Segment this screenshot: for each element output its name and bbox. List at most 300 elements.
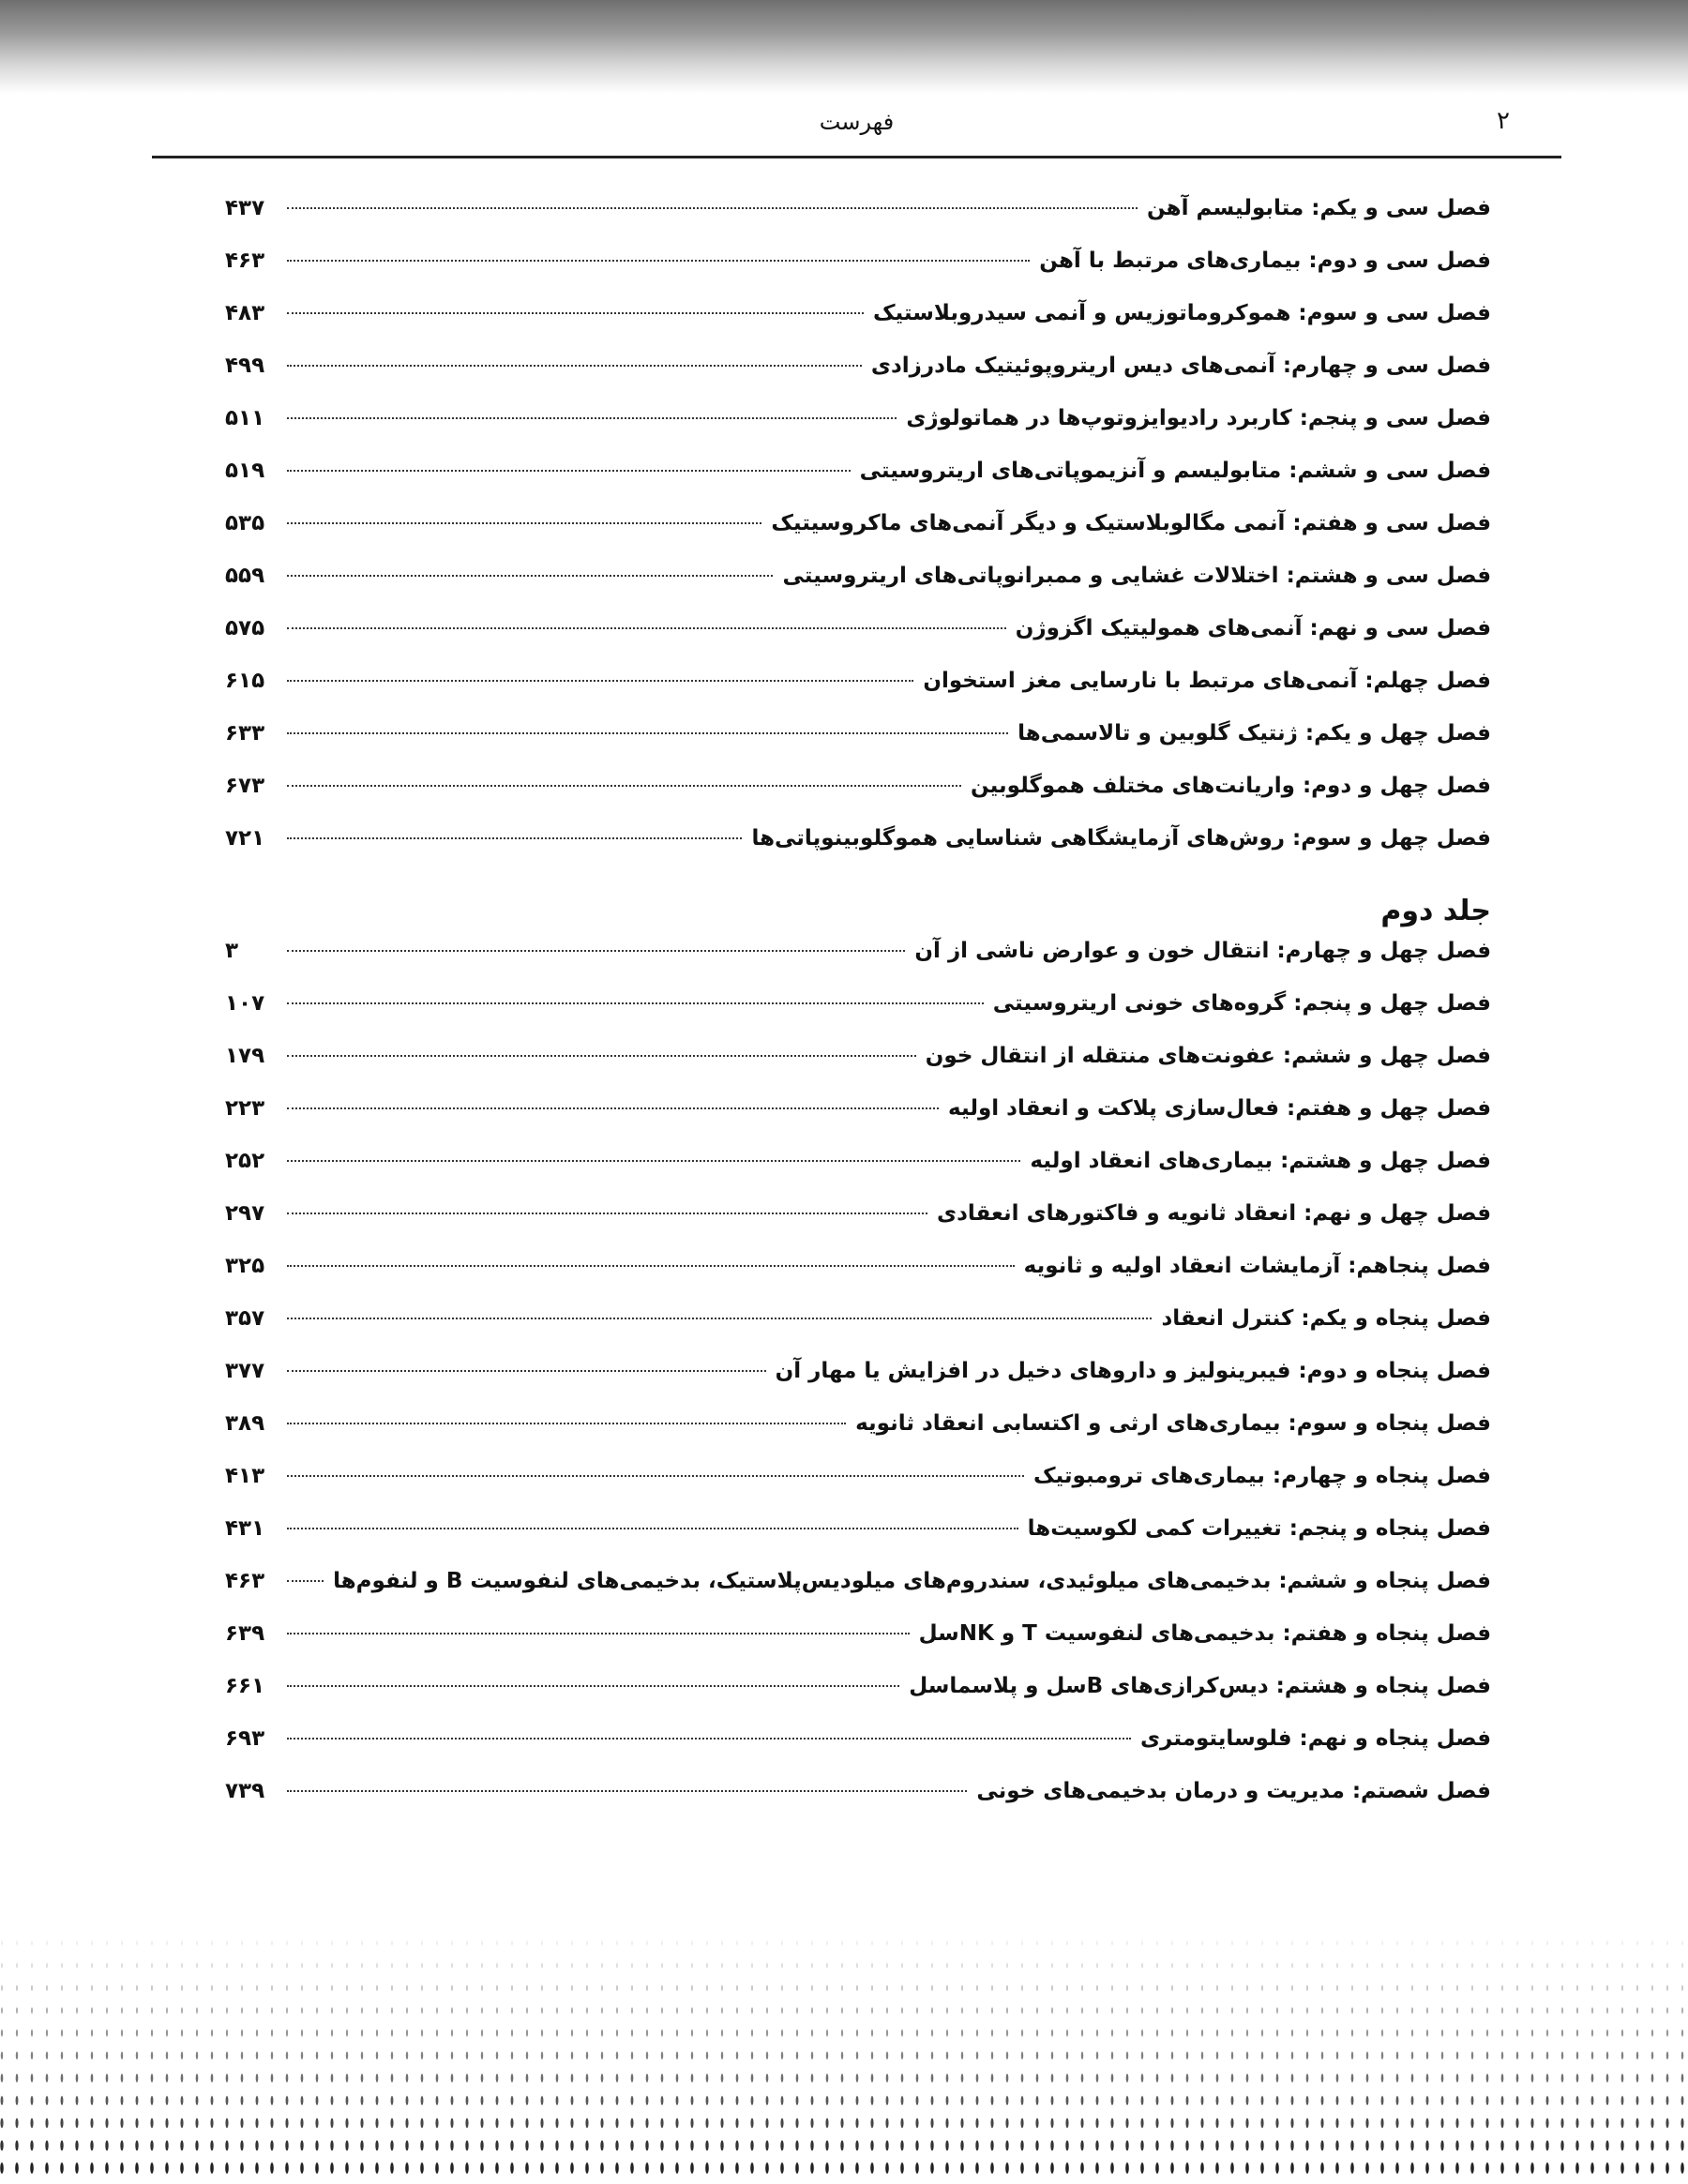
pattern-dot — [1575, 2162, 1579, 2174]
pattern-dot — [346, 2073, 349, 2082]
pattern-dot — [31, 1941, 32, 1946]
pattern-dot — [1681, 2052, 1683, 2060]
pattern-dot — [856, 2073, 859, 2082]
toc-entry[interactable] — [225, 406, 1491, 459]
pattern-dot — [496, 1941, 497, 1946]
pattern-dot — [690, 2162, 694, 2174]
pattern-dot — [196, 1985, 198, 1991]
pattern-dot — [136, 1985, 138, 1991]
pattern-dot — [1546, 1963, 1547, 1968]
toc-entry[interactable] — [225, 826, 1491, 879]
pattern-dot — [1, 2073, 4, 2082]
pattern-dot — [46, 1963, 47, 1968]
pattern-dot — [721, 1985, 723, 1991]
volume2-heading: جلد دوم — [1380, 895, 1491, 927]
pattern-dot — [1666, 1985, 1668, 1991]
pattern-dot — [1650, 2118, 1653, 2129]
pattern-dot — [270, 2162, 274, 2174]
pattern-dot — [511, 2029, 513, 2037]
pattern-dot — [481, 2052, 483, 2060]
dot-leader — [287, 417, 897, 419]
pattern-dot — [1261, 2073, 1264, 2082]
pattern-dot — [1381, 2096, 1384, 2105]
pattern-dot — [1171, 1985, 1173, 1991]
pattern-dot — [46, 1985, 48, 1991]
pattern-dot — [316, 1985, 318, 1991]
pattern-dot — [646, 2052, 648, 2060]
pattern-dot — [781, 1941, 782, 1946]
pattern-dot — [1201, 1963, 1202, 1968]
toc-entry[interactable] — [225, 1621, 1491, 1674]
pattern-dot — [1650, 2162, 1654, 2174]
toc-entry-title: فصل پنجاه و دوم: فیبرینولیز و داروهای دخیل در افزایش یا مهار آن — [775, 1359, 1491, 1383]
pattern-dot — [1456, 1963, 1457, 1968]
pattern-dot — [16, 2073, 19, 2082]
pattern-dot — [1636, 2096, 1639, 2105]
pattern-dot — [466, 2096, 469, 2105]
pattern-dot — [135, 2162, 139, 2174]
pattern-dot — [121, 1985, 123, 1991]
pattern-dot — [1035, 2140, 1038, 2150]
pattern-dot — [301, 2029, 303, 2037]
pattern-dot — [301, 2073, 304, 2082]
pattern-dot — [391, 1941, 392, 1946]
pattern-dot — [1291, 2052, 1293, 2060]
pattern-dot — [1381, 2052, 1383, 2060]
pattern-dot — [1216, 2007, 1218, 2013]
pattern-dot — [630, 2118, 633, 2129]
pattern-dot — [1665, 2162, 1669, 2174]
pattern-dot — [1411, 2029, 1413, 2037]
pattern-dot — [811, 1985, 813, 1991]
pattern-dot — [526, 1941, 527, 1946]
pattern-dot — [1335, 2140, 1338, 2150]
pattern-dot — [181, 1941, 182, 1946]
toc-entry[interactable] — [225, 1254, 1491, 1306]
pattern-dot — [1455, 2140, 1458, 2150]
pattern-dot — [541, 1985, 543, 1991]
pattern-dot — [706, 2096, 709, 2105]
pattern-dot — [165, 2162, 169, 2174]
pattern-dot — [1126, 1941, 1127, 1946]
pattern-dot — [406, 2052, 408, 2060]
toc-entry[interactable] — [225, 774, 1491, 826]
pattern-dot — [375, 2162, 379, 2174]
pattern-dot — [676, 1941, 677, 1946]
pattern-dot — [495, 2118, 498, 2129]
pattern-dot — [871, 2052, 873, 2060]
toc-entry[interactable] — [225, 301, 1491, 354]
pattern-dot — [541, 2096, 544, 2105]
toc-entry[interactable] — [225, 1149, 1491, 1201]
pattern-dot — [1456, 2029, 1458, 2037]
pattern-dot — [766, 2096, 769, 2105]
pattern-dot — [375, 2118, 378, 2129]
pattern-dot — [975, 2162, 979, 2174]
pattern-dot — [886, 2052, 888, 2060]
pattern-dot — [1471, 2029, 1473, 2037]
pattern-dot — [436, 1941, 437, 1946]
pattern-dot — [1051, 2007, 1053, 2013]
pattern-dot — [510, 2162, 514, 2174]
pattern-dot — [1681, 1985, 1683, 1991]
pattern-dot — [601, 2052, 603, 2060]
toc-entry-page: ۳۵۷ — [225, 1306, 265, 1331]
pattern-dot — [1156, 2052, 1158, 2060]
pattern-dot — [1395, 2162, 1399, 2174]
pattern-dot — [1261, 2029, 1263, 2037]
pattern-dot — [991, 2029, 993, 2037]
pattern-dot — [1426, 2052, 1428, 2060]
pattern-dot — [1411, 2073, 1414, 2082]
pattern-dot — [975, 2118, 978, 2129]
pattern-dot — [196, 2007, 198, 2013]
pattern-dot — [780, 2162, 784, 2174]
toc-entry-page: ۲۵۲ — [225, 1149, 265, 1173]
pattern-dot — [1441, 1985, 1443, 1991]
pattern-dot — [106, 1985, 108, 1991]
pattern-dot — [1066, 1963, 1067, 1968]
pattern-dot — [436, 2096, 439, 2105]
pattern-dot — [1531, 1985, 1533, 1991]
pattern-dot — [496, 2096, 499, 2105]
pattern-dot — [1141, 2029, 1143, 2037]
dot-leader — [287, 1265, 1015, 1267]
pattern-dot — [331, 2029, 333, 2037]
pattern-dot — [1095, 2140, 1098, 2150]
pattern-dot — [1546, 2073, 1549, 2082]
pattern-dot — [451, 1963, 452, 1968]
toc-entry[interactable] — [225, 1726, 1491, 1779]
pattern-dot — [1246, 1941, 1247, 1946]
pattern-dot — [391, 1985, 393, 1991]
pattern-dot — [345, 2162, 349, 2174]
pattern-dot — [615, 2140, 618, 2150]
pattern-dot — [570, 2118, 573, 2129]
pattern-dot — [976, 2007, 978, 2013]
pattern-dot — [240, 2118, 243, 2129]
pattern-dot — [450, 2118, 453, 2129]
pattern-dot — [76, 2029, 78, 2037]
pattern-dot — [1366, 2029, 1368, 2037]
pattern-dot — [1441, 1963, 1442, 1968]
pattern-dot — [661, 1985, 663, 1991]
pattern-dot — [241, 2052, 243, 2060]
pattern-dot — [331, 1985, 333, 1991]
pattern-dot — [1681, 1963, 1682, 1968]
toc-entry-page: ۴۳۱ — [225, 1516, 265, 1541]
pattern-dot — [1410, 2162, 1414, 2174]
toc-entry[interactable] — [225, 939, 1491, 991]
pattern-dot — [541, 1941, 542, 1946]
pattern-dot — [465, 2118, 468, 2129]
toc-entry-title: فصل پنجاهم: آزمایشات انعقاد اولیه و ثانویه — [1023, 1254, 1491, 1278]
toc-entry[interactable] — [225, 1201, 1491, 1254]
pattern-dot — [150, 2162, 154, 2174]
toc-entry[interactable] — [225, 564, 1491, 616]
pattern-dot — [255, 2118, 258, 2129]
pattern-dot — [1261, 2007, 1263, 2013]
pattern-dot — [165, 2118, 168, 2129]
pattern-dot — [451, 1941, 452, 1946]
pattern-dot — [1050, 2140, 1053, 2150]
pattern-dot — [1335, 2118, 1338, 2129]
pattern-dot — [1441, 2052, 1443, 2060]
pattern-dot — [60, 2162, 64, 2174]
pattern-dot — [1516, 2007, 1518, 2013]
pattern-dot — [736, 2073, 739, 2082]
header-gradient-band — [0, 0, 1688, 94]
pattern-dot — [886, 1941, 887, 1946]
pattern-dot — [1305, 2118, 1308, 2129]
pattern-dot — [316, 2052, 318, 2060]
pattern-dot — [211, 2096, 214, 2105]
pattern-dot — [496, 2073, 499, 2082]
pattern-dot — [106, 1941, 107, 1946]
pattern-dot — [390, 2140, 393, 2150]
toc-entry[interactable] — [225, 1779, 1491, 1831]
toc-entry-title: فصل چهل و پنجم: گروه‌های خونی اریتروسیتی — [992, 991, 1491, 1016]
pattern-dot — [360, 2118, 363, 2129]
pattern-dot — [330, 2162, 334, 2174]
pattern-dot — [556, 1963, 557, 1968]
volume2-list — [225, 939, 1491, 1831]
pattern-dot — [1365, 2140, 1368, 2150]
toc-entry-title: فصل پنجاه و هفتم: بدخیمی‌های لنفوسیت T و NKسل — [918, 1621, 1491, 1646]
pattern-dot — [946, 1985, 948, 1991]
toc-entry[interactable] — [225, 721, 1491, 774]
pattern-dot — [61, 2029, 63, 2037]
pattern-dot — [841, 2073, 844, 2082]
pattern-dot — [481, 2007, 483, 2013]
pattern-dot — [706, 2052, 708, 2060]
pattern-dot — [1186, 2096, 1189, 2105]
pattern-dot — [691, 1963, 692, 1968]
pattern-dot — [286, 2096, 289, 2105]
pattern-dot — [75, 2140, 78, 2150]
pattern-dot — [1411, 2096, 1414, 2105]
pattern-dot — [841, 2029, 843, 2037]
pattern-dot — [765, 2118, 768, 2129]
pattern-dot — [421, 1941, 422, 1946]
pattern-dot — [736, 1985, 738, 1991]
pattern-dot — [1066, 2096, 1069, 2105]
pattern-dot — [91, 2052, 93, 2060]
pattern-dot — [1126, 2007, 1128, 2013]
toc-entry[interactable] — [225, 1464, 1491, 1516]
pattern-dot — [421, 2007, 423, 2013]
pattern-dot — [1546, 2096, 1549, 2105]
pattern-dot — [1185, 2162, 1189, 2174]
toc-entry[interactable] — [225, 991, 1491, 1044]
pattern-dot — [1171, 2029, 1173, 2037]
toc-entry[interactable] — [225, 354, 1491, 406]
pattern-dot — [961, 2096, 964, 2105]
pattern-dot — [1531, 1963, 1532, 1968]
pattern-dot — [1290, 2118, 1293, 2129]
pattern-dot — [750, 2162, 754, 2174]
pattern-dot — [331, 1963, 332, 1968]
pattern-dot — [1230, 2118, 1233, 2129]
pattern-dot — [241, 1985, 243, 1991]
pattern-dot — [1591, 2007, 1593, 2013]
pattern-dot — [615, 2162, 619, 2174]
pattern-dot — [1321, 2073, 1324, 2082]
toc-entry[interactable] — [225, 1516, 1491, 1569]
pattern-dot — [946, 1963, 947, 1968]
pattern-dot — [1005, 2118, 1008, 2129]
dot-leader — [287, 1738, 1131, 1740]
pattern-dot — [871, 2096, 874, 2105]
toc-entry[interactable] — [225, 196, 1491, 249]
pattern-dot — [1321, 2096, 1324, 2105]
toc-entry[interactable] — [225, 616, 1491, 669]
pattern-dot — [196, 2073, 199, 2082]
toc-entry[interactable] — [225, 459, 1491, 511]
pattern-dot — [376, 2052, 378, 2060]
pattern-dot — [1591, 2096, 1594, 2105]
pattern-dot — [810, 2162, 814, 2174]
pattern-dot — [1051, 2029, 1053, 2037]
toc-entry[interactable] — [225, 249, 1491, 301]
pattern-dot — [586, 2096, 589, 2105]
pattern-dot — [496, 2029, 498, 2037]
pattern-dot — [1590, 2162, 1594, 2174]
pattern-dot — [571, 2096, 574, 2105]
pattern-dot — [1486, 2007, 1488, 2013]
pattern-dot — [1291, 2096, 1294, 2105]
pattern-dot — [855, 2118, 858, 2129]
pattern-dot — [931, 2029, 933, 2037]
pattern-dot — [1576, 1941, 1577, 1946]
dot-leader — [287, 1055, 916, 1057]
toc-entry-title: فصل پنجاه و سوم: بیماری‌های ارثی و اکتسابی انعقاد ثانویه — [855, 1411, 1491, 1436]
pattern-dot — [151, 2029, 153, 2037]
pattern-dot — [1156, 2096, 1159, 2105]
pattern-dot — [511, 2007, 513, 2013]
pattern-dot — [1470, 2118, 1473, 2129]
pattern-dot — [1380, 2118, 1383, 2129]
pattern-dot — [1681, 2096, 1684, 2105]
pattern-dot — [480, 2118, 483, 2129]
pattern-dot — [676, 2007, 678, 2013]
pattern-dot — [286, 2029, 288, 2037]
pattern-dot — [331, 2073, 334, 2082]
toc-entry[interactable] — [225, 1306, 1491, 1359]
pattern-dot — [480, 2140, 483, 2150]
toc-entry[interactable] — [225, 669, 1491, 721]
pattern-dot — [1320, 2162, 1324, 2174]
pattern-dot — [346, 1985, 348, 1991]
pattern-dot — [1366, 2052, 1368, 2060]
pattern-dot — [646, 1985, 648, 1991]
pattern-dot — [1366, 2007, 1368, 2013]
pattern-dot — [451, 2073, 454, 2082]
pattern-dot — [91, 1963, 92, 1968]
pattern-dot — [1096, 2073, 1099, 2082]
pattern-dot — [1246, 1963, 1247, 1968]
pattern-dot — [60, 2118, 63, 2129]
pattern-dot — [795, 2162, 799, 2174]
toc-entry[interactable] — [225, 1674, 1491, 1726]
pattern-dot — [840, 2140, 843, 2150]
pattern-dot — [1545, 2162, 1549, 2174]
dot-leader — [287, 1370, 766, 1372]
pattern-dot — [421, 2096, 424, 2105]
toc-entry-page: ۴۱۳ — [225, 1464, 265, 1488]
pattern-dot — [1516, 1963, 1517, 1968]
pattern-dot — [1140, 2140, 1143, 2150]
pattern-dot — [795, 2118, 798, 2129]
toc-entry[interactable] — [225, 1569, 1491, 1621]
pattern-dot — [1365, 2118, 1368, 2129]
pattern-dot — [1306, 1963, 1307, 1968]
pattern-dot — [901, 2052, 903, 2060]
pattern-dot — [1065, 2140, 1068, 2150]
pattern-dot — [736, 2052, 738, 2060]
pattern-dot — [1500, 2162, 1504, 2174]
toc-entry-title: فصل سی و چهارم: آنمی‌های دیس اریتروپوئیتیک مادرزادی — [870, 354, 1491, 378]
pattern-dot — [1470, 2140, 1473, 2150]
pattern-dot — [691, 1941, 692, 1946]
dot-leader — [287, 1160, 1020, 1162]
pattern-dot — [901, 2073, 904, 2082]
pattern-dot — [61, 2073, 64, 2082]
pattern-dot — [1126, 1985, 1128, 1991]
pattern-dot — [885, 2140, 888, 2150]
pattern-dot — [1366, 1985, 1368, 1991]
pattern-dot — [136, 1941, 137, 1946]
toc-entry[interactable] — [225, 1044, 1491, 1096]
pattern-dot — [1546, 1985, 1548, 1991]
pattern-dot — [1636, 1963, 1637, 1968]
pattern-dot — [165, 2140, 168, 2150]
toc-entry[interactable] — [225, 1411, 1491, 1464]
pattern-dot — [90, 2140, 93, 2150]
pattern-dot — [301, 1963, 302, 1968]
pattern-dot — [316, 2007, 318, 2013]
pattern-dot — [1035, 2162, 1039, 2174]
pattern-dot — [120, 2140, 123, 2150]
pattern-dot — [631, 2007, 633, 2013]
pattern-dot — [631, 1941, 632, 1946]
pattern-dot — [181, 2052, 183, 2060]
pattern-dot — [1, 1985, 3, 1991]
pattern-dot — [151, 1985, 153, 1991]
pattern-dot — [1486, 1941, 1487, 1946]
pattern-dot — [1170, 2118, 1173, 2129]
pattern-dot — [91, 2073, 94, 2082]
toc-entry[interactable] — [225, 1359, 1491, 1411]
pattern-dot — [1396, 2029, 1398, 2037]
pattern-dot — [316, 2096, 319, 2105]
pattern-dot — [646, 2073, 649, 2082]
pattern-dot — [196, 2029, 198, 2037]
pattern-dot — [616, 2007, 618, 2013]
pattern-dot — [1395, 2118, 1398, 2129]
pattern-dot — [391, 2007, 393, 2013]
pattern-dot — [121, 1941, 122, 1946]
pattern-dot — [1201, 2052, 1203, 2060]
pattern-dot — [556, 2029, 558, 2037]
pattern-dot — [615, 2118, 618, 2129]
pattern-dot — [1365, 2162, 1369, 2174]
pattern-dot — [1606, 1985, 1608, 1991]
pattern-dot — [1485, 2162, 1489, 2174]
pattern-dot — [1231, 1963, 1232, 1968]
toc-entry[interactable] — [225, 511, 1491, 564]
toc-entry[interactable] — [225, 1096, 1491, 1149]
